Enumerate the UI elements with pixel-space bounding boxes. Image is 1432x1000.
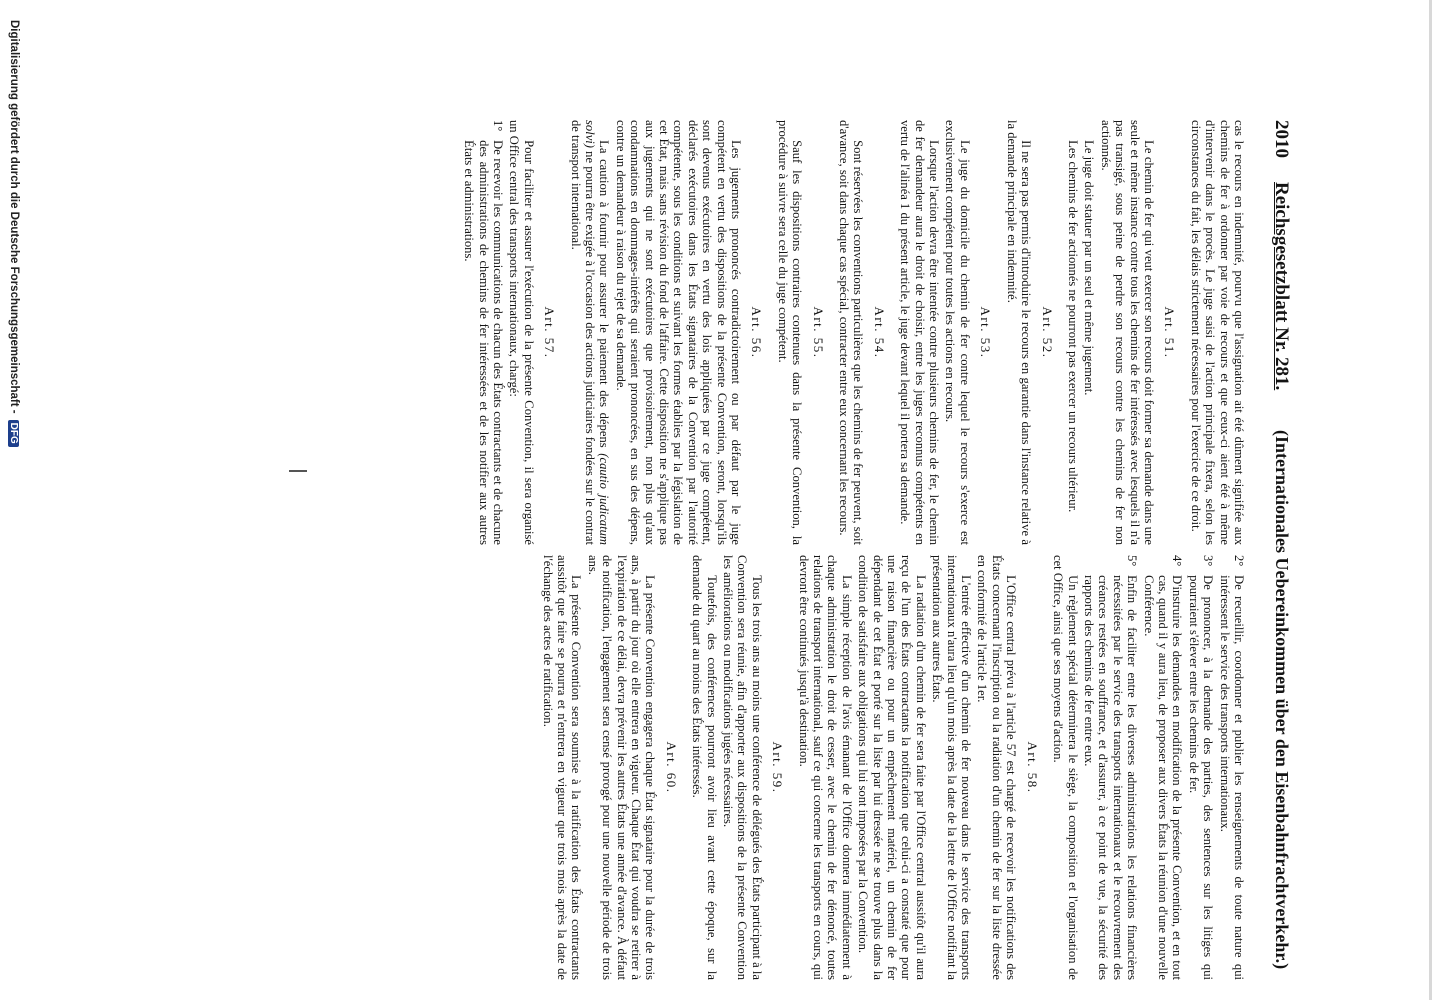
dfg-logo: DFG: [8, 420, 19, 447]
art60-paragraph-2: La présente Convention sera soumise à la ratification des États contractants aussitôt que faire se pourra et n'entrera en vigueur que trois mois après la date de l'échange des actes de ratification.: [540, 555, 584, 980]
left-column: [106, 120, 1246, 545]
art58-paragraph-2: L'entrée effective d'un chemin de fer nouveau dans le service des transports internationaux n'aura lieu qu'un mois après la date de la lettre de l'Office notifiant la présentation aux autres États.: [930, 555, 974, 980]
art58-paragraph-1: L'Office central prévu à l'article 57 est chargé de recevoir les notifications des États concernant l'inscription ou la radiation d'un chemin de fer sur la liste dressée en conformité de l'article 1er.: [975, 555, 1019, 980]
right-column: [106, 555, 1246, 980]
article-55-heading: Art. 55.: [810, 306, 826, 359]
art51-paragraph-1: Le chemin de fer qui veut exercer son recours doit former sa demande dans une seule et même instance contre tous les chemins de fer intéressés avec lesquels il n'a pas transigé, sous peine de perdre son recours contre les chemins de fer non actionnés.: [1098, 120, 1156, 545]
art57-item-5-text: Enfin de faciliter entre les diverses administrations les relations financières nécessitées par le service des transports internationaux et le recouvrement des créances restées en souffrance, et d'assurer, à ce point de vue, la sécurité des rapports des chemins de fer entre eux.: [1081, 575, 1140, 980]
article-51-heading: Art. 51.: [1162, 306, 1178, 359]
article-57-heading: Art. 57.: [542, 306, 558, 359]
article-56-heading: Art. 56.: [749, 306, 765, 359]
art56-p2-end: ne pourra être exigée à l'occasion des actions judiciaires fondées sur le contrat de transport international.: [568, 120, 597, 545]
art56-paragraph-2: [568, 120, 611, 545]
item-number: 5°: [1125, 555, 1140, 567]
art60-paragraph-1: La présente Convention engagera chaque État signataire pour la durée de trois ans, à partir du jour où elle entrera en vigueur. Chaque État qui voudra se retirer à l'expiration de ce délai, devra prévenir les autres États une année d'avance. À défaut de notification, l'engagement sera censé prorogé pour une nouvelle période de trois ans.: [585, 555, 658, 980]
art57-item-2-text: De recueillir, coordonner et publier les renseignements de toute nature qui intéressent le service des transports internationaux.: [1217, 575, 1246, 980]
item-number: 2°: [1232, 555, 1246, 567]
art57-item-3-text: De prononcer, à la demande des parties, des sentences sur les litiges qui pourraient s'élever entre les chemins de fer.: [1186, 575, 1216, 980]
art57-item-1: [462, 120, 505, 545]
art51-paragraph-3: Les chemins de fer actionnés ne pourront pas exercer un recours ultérieur.: [1065, 140, 1080, 513]
digitization-note: Digitalisierung gefördert durch die Deutsche Forschungsgemeinschaft -: [8, 20, 20, 414]
art53-paragraph-1: Le juge du domicile du chemin de fer contre lequel le recours s'exerce est exclusivement compétent pour toutes les actions en recours.: [943, 120, 972, 545]
art53-paragraph-2: Lorsque l'action devra être intentée contre plusieurs chemins de fer, le chemin de fer demandeur aura le droit de choisir, entre les juges reconnus compétents en vertu de l'alinéa 1 du présent article, le juge devant lequel il portera sa demande.: [898, 120, 942, 545]
art59-paragraph-2: Toutefois, des conférences pourront avoir lieu avant cette époque, sur la demande du quart au moins des États intéressés.: [690, 555, 719, 980]
art56-p2-start: La caution à fournir pour assurer le paiement des dépens: [597, 140, 612, 454]
art58-paragraph-3: La radiation d'un chemin de fer sera faite par l'Office central aussitôt qu'il aura reçu de l'un des États contractants la notification que celui-ci a constaté que pour une raison financière ou pour un empêchement matériel, un chemin de fer dépendant de cet État et porté sur la liste par lui dressée ne se trouve plus dans la condition de satisfaire aux obligations qui lui sont imposées par la Convention.: [856, 555, 928, 980]
article-58-heading: Art. 58.: [1024, 741, 1040, 794]
header-subject: (Internationales Uebereinkommen über den Eisenbahnfrachtverkehr.): [1272, 430, 1292, 970]
page-number: 2010: [1271, 120, 1292, 158]
page-header: [1262, 120, 1292, 980]
art51-paragraph-2: Le juge doit statuer par un seul et même jugement.: [1082, 140, 1097, 396]
article-53-heading: Art. 53.: [978, 306, 994, 359]
article-54-heading: Art. 54.: [871, 306, 887, 359]
art57-item-4-text: D'instruire les demandes en modification de la présente Convention, et en tout cas, quand il y aura lieu, de proposer aux divers États la réunion d'une nouvelle Conférence.: [1141, 575, 1185, 980]
art52-paragraph-1: Il ne sera pas permis d'introduire le recours en garantie dans l'instance relative à la demande principale en indemnité.: [1004, 120, 1034, 545]
art56-p2-latin-term: (cautio judicatum solvi): [582, 120, 612, 545]
art59-paragraph-1: Tous les trois ans au moins une conférence de délégués des États participant à la Convention sera réunie, afin d'apporter aux dispositions de la présente Convention les améliorations ou modifications jugées nécessaires.: [721, 555, 764, 980]
art54-paragraph-1: Sont réservées les conventions particulières que les chemins de fer peuvent, soit d'avance, soit dans chaque cas spécial, contracter entre eux concernant les recours.: [837, 120, 866, 545]
print-mark: [289, 470, 307, 472]
art56-paragraph-1: Les jugements prononcés contradictoirement ou par défaut par le juge compétent en vertu des dispositions de la présente Convention, seront, lorsqu'ils sont devenus exécutoires en vertu des lois appliquées par ce juge compétent, déclarés exécutoires dans les États signataires de la Convention par l'autorité compétente, sous les conditions et suivant les formes établies par la législation de cet État, mais sans révision du fond de l'affaire. Cette disposition ne s'applique pas aux jugements qui ne sont exécutoires que provisoirement, non plus qu'aux condamnations en dommages-intérêts qui seraient prononcées, en sus des dépens, contre un demandeur à raison du rejet de sa demande.: [613, 120, 744, 545]
article-60-heading: Art. 60.: [663, 741, 679, 794]
article-59-heading: Art. 59.: [770, 741, 786, 794]
digitization-footer: [4, 20, 20, 980]
art57-item-1-text: De recevoir les communications de chacun des États contractants et de chacune des administrations de chemins de fer intéressées et de les notifier aux autres États et administrations.: [462, 140, 505, 545]
article-52-heading: Art. 52.: [1039, 306, 1055, 359]
continued-paragraph: cas le recours en indemnité, pourvu que l'assignation ait été dûment signifiée aux chemins de fer à ordonner par voie de recours et que ceux-ci aient été à même d'intervenir dans le procès. Le juge saisi de l'action principale fixera, selon les circonstances du fait, les délais strictement nécessaires pour l'exercice de ce droit.: [1188, 120, 1246, 545]
art57-item-3: [1186, 555, 1215, 980]
art57-item-4: [1141, 555, 1184, 980]
item-number: 4°: [1170, 555, 1185, 567]
art58-paragraph-4: La simple réception de l'avis émanant de l'Office donnera immédiatement à chaque administration le droit de cesser, avec le chemin de fer dénoncé, toutes relations de transport international, sauf ce qui concerne les transports en cours, qui devront être continués jusqu'à destination.: [796, 555, 854, 980]
art57-item-5: [1082, 555, 1140, 980]
item-number: 1°: [490, 120, 505, 132]
art57-item-2: [1217, 555, 1246, 980]
gazette-title: Reichsgesetzblatt Nr. 281.: [1271, 182, 1292, 391]
item-number: 3°: [1201, 555, 1216, 567]
art55-paragraph-1: Sauf les dispositions contraires contenues dans la présente Convention, la procédure à suivre sera celle du juge compétent.: [775, 120, 805, 545]
art57-paragraph-1: Pour faciliter et assurer l'exécution de la présente Convention, il sera organisé un Office central des transports internationaux, chargé:: [507, 120, 536, 545]
art57-reglement-paragraph: Un règlement spécial déterminera le siège, la composition et l'organisation de cet Office, ainsi que ses moyens d'action.: [1051, 555, 1080, 980]
